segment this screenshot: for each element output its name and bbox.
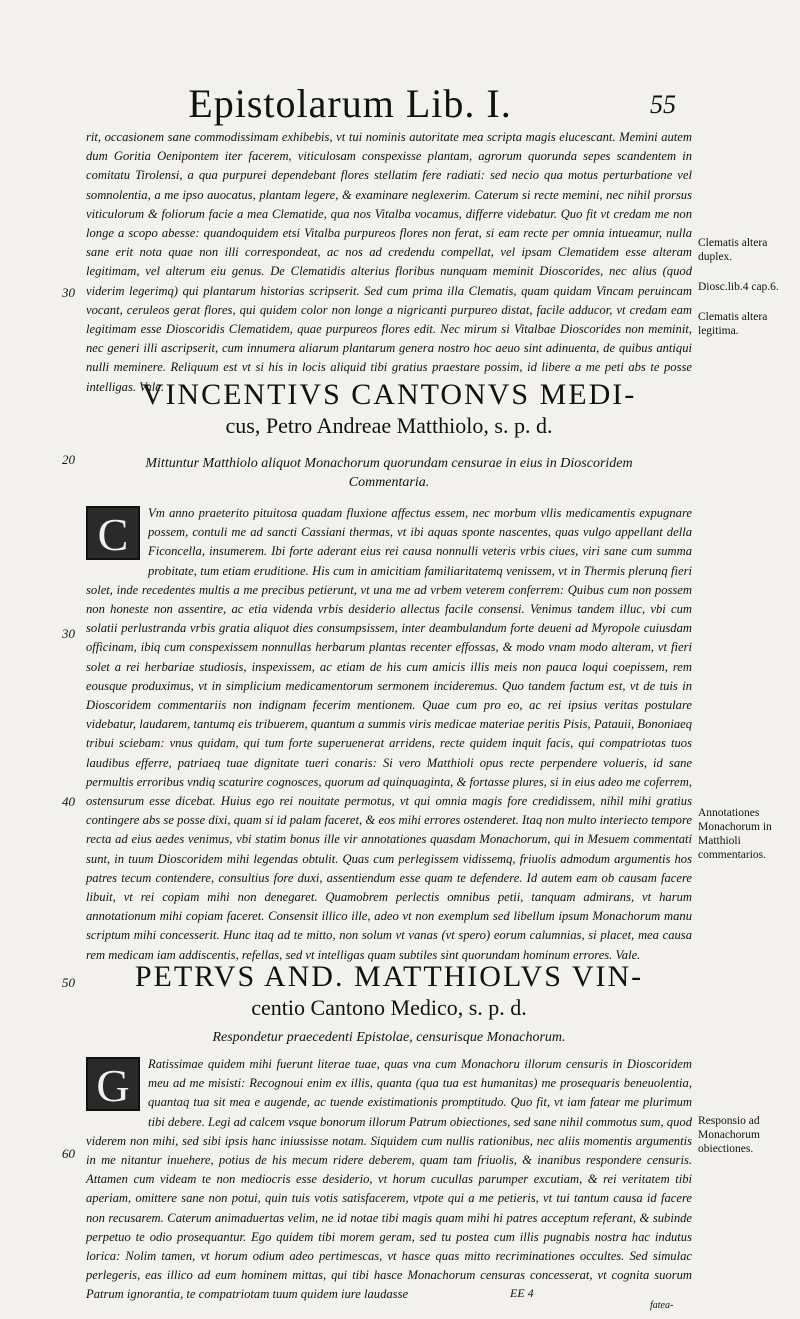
- line-number: 20: [62, 452, 75, 467]
- letter1-body: rit, occasionem sane commodissimam exhibebis, vt tui nominis autoritate mea scripta magis elucescant. Memini autem dum Goritia Oenipontem iter facerem, viticulosam conspexisse plantam, agrorum quorunda sepes scandentem in comitatu Tirolensi, a qua purpurei dependebant flores stellatim fere radiati: sed necio qua motus perturbatione vel somnolentia, a me ipso auocatus, plantam legere, & examinare neglexerim. Caterum si recte memini, nec nihil prorsus viticulorum & foliorum facie a mea Clematide, qua nos Vitalba vocamus, differre videbatur. Quo fit vt credam me non longe a scopo abesse: quandoquidem etsi Vitalba purpureos flores non ferat, si eam recte per omnia intueamur, nulla sane erit nota quae non illi correspondeat, ac nos ad credendu compellat, vel ipsam Clematidem esse alteram legitimam, vel alterum eiu genus. De Clematidis alterius floribus nunquam meminit Dioscorides, nec alius (quod viderim legerimq) qui plantarum historias scripserit. Sed cum prima illa Clematis, quam quidam Vincam peruincam vocant, ceruleos gerat flores, qui quidem color non longe a nigricanti purpureo distat, facile adducor, vt credam eam legitimam esse Dioscoridis Clematidem, quae purpureos flores edit. Nec mirum si Vitalbae Dioscorides non meminit, nec generi illi ascripserit, cum innumera aliarum plantarum genera nostro hoc aeuo sint adinuenta, de quibus antiqui nulli meminere. Reliquum est vt si his in locis aliquid tibi gratius praestare possim, id libere a me peti abs te posse intelligas. Vale.: [86, 130, 692, 394]
- line-number: 40: [62, 794, 75, 809]
- margin-note: Annotationes Monachorum in Matthioli commentarios.: [698, 807, 772, 861]
- letter3-heading-line1: PETRVS AND. MATTHIOLVS VIN-: [134, 960, 644, 993]
- line-number: 30: [62, 285, 75, 300]
- margin-note: Responsio ad Monachorum obiectiones.: [698, 1115, 760, 1155]
- page-number: 55: [650, 90, 676, 119]
- margin-note: Clematis altera duplex.: [698, 237, 768, 263]
- margin-note: Clematis altera legitima.: [698, 311, 768, 337]
- running-head-title: Epistolarum Lib. I.: [188, 81, 512, 126]
- line-number: 60: [62, 1146, 75, 1161]
- catchword: fatea-: [650, 1300, 674, 1311]
- letter3-summary: Respondetur praecedenti Epistolae, censurisque Monachorum.: [212, 1030, 566, 1045]
- line-number: 50: [62, 975, 75, 990]
- letter2-body: Vm anno praeterito pituitosa quadam fluxione affectus essem, nec morbum vllis medicamentis expugnare possem, contuli me ad sancti Cassiani thermas, vt ibi aquas sponte nascentes, quas vulgo appellant della Ficoncella, insumerem. Ibi forte aderant eius rei causa nonnulli veteris vrbis ciues, viri sane cum summa probitate, tum etiam eruditione. His cum in amicitiam familiaritatemq venissem, vt in Thermis plerunq fieri solet, inde recedentes multis a me precibus petierunt, vt una me ad vrbem veterem conferrem: Quibus cum non possem non honeste non assentire, ac etia videnda vrbis desiderio allectus facile consensi. Venimus tandem illuc, vbi cum solatii perlustranda vrbis gratia aliquot dies consumpsissem, inter deambulandum forte deueni ad Myropole cuiusdam officinam, ibiq cum conspexissem nonnullas herbarum plantas recenter effossas, & modo vnam modo alteram, vt fieri solet a rei herbariae studiosis, inspexissem, ac etiam de his cum amicis illis meis non pauca loqui coepissem, rem eousque produximus, vt in simplicium medicamentorum sermonem incideremus. Quo tandem factum est, vt de tuis in Dioscoridem commentariis non indignam fecerim mentionem. Quae cum pro eo, ac rei ipsius veritas postulare videbatur, laudarem, tantumq eis tribuerem, quantum a summis viris medicae materiae peritis Pisis, Patauii, Bononiaeq tribui sciebam: vnus quidam, qui tum forte superuenerat arridens, recte quidem inquit facis, qui compatriotas tuos laudibus efferre, patriaeq tuae dignitate tueri conaris: Si vero Matthioli opus recte perpendere volueris, id sane permultis erroribus vndiq scaturire cognosces, quorum ad quinquaginta, & fortasse plures, si in eius adeo me coferrem, ostensurum esse dicebat. Huius ego rei nouitate permotus, vt qui omnia magis fore credidissem, nihil mihi gratius contingere abs se posse dixi, quam si id palam faceret, & eos mihi errores ostenderet. Itaq non multo interiecto tempore recta ad eius aedes venimus, vbi statim bonus ille vir annotationes quasdam Monachorum, qui in Mesuem commentati sunt, in tuum Dioscoridem mihi legendas obtulit. Quas cum perlegissem vidissemq, friuolis admodum argumentis hos patres tecum contendere, consultius fore duxi, assentiendum esse quam te defendere. Id autem eam ob causam facere libuit, vt rei copiam mihi non denegaret. Quamobrem perlectis omnibus petii, tanquam admirans, vt harum annotationum mihi copiam faceret. Consensit illico ille, adeo vt non exemplum sed libellum ipsum Monachorum manu scriptum mihi concesserit. Hunc itaq ad te mitto, non solum vt vanas (vt spero) eorum calumnias, si placet, mea causa rem medicam iam addiscentis, refellas, sed vt intelligas quam subtiles sint quorundam hominum errores. Vale.: [86, 506, 692, 962]
- letter2-heading-line1: VINCENTIVS CANTONVS MEDI-: [141, 378, 637, 411]
- letter1-section: [86, 128, 692, 397]
- letter3-section: [86, 960, 692, 1305]
- letter3-heading-line2: centio Cantono Medico, s. p. d.: [251, 995, 527, 1020]
- letter2-section: [86, 378, 692, 965]
- letter2-heading-line2: cus, Petro Andreae Matthiolo, s. p. d.: [225, 413, 553, 438]
- letter2-drop-cap: C: [86, 506, 140, 560]
- margin-note: Diosc.lib.4 cap.6.: [698, 281, 779, 293]
- letter3-body: Ratissimae quidem mihi fuerunt literae tuae, quas vna cum Monachoru illorum censuris in Dioscoridem meu ad me misisti: Recognoui enim ex illis, quanta (qua tua est humanitas) me prosequaris beneuolentia, quantaq tua sit mea e augende, ac tuende existimationis promptitudo. Quo fit, vt iam fatear me plurimum tibi debere. Legi ad calcem vsque bonorum illorum Patrum obiectiones, sed sane nihil commotus sum, quod viderem non mihi, sed sibi ipsis hanc iniussisse notam. Siquidem cum nullis rationibus, nec aliis momentis argumentis in me nitantur inuehere, potius de his mecum ridere deberem, quam tam friuolis, & inanibus respondere censuris. Attamen cum videam te non mediocris esse desiderio, vt horum cucullas parumper excutiam, & rei veritatem tibi aperiam, omittere sane non potui, quin tuis votis satisfacerem, vtpote qui a me petieris, vt tui tantum causa id facere non recusarem. Caterum animaduertas velim, ne id notae tibi magis quam mihi hi patres acceptum referant, & subinde perpetuo te odio prosequantur. Ego quidem tibi morem geram, sed tu postea cum illis pugnabis nostra hac indutus lorica: Nolim tamen, vt horum odium adeo pertimescas, vt hasce quas mitto recriminationes occultes. Sed simulac perlegeris, eas illico ad eum hominem mittas, qui tibi hasce Monachorum censuras concesserat, vt cognita suorum Patrum ignorantia, te compatriotam tuum quidem iure laudasse: [86, 1057, 692, 1302]
- line-number: 30: [62, 626, 75, 641]
- letter3-drop-cap: G: [86, 1057, 140, 1111]
- letter2-summary: Mittuntur Matthiolo aliquot Monachorum quorundam censurae in eius in Dioscoridem Commentaria.: [145, 456, 633, 490]
- signature-mark: EE 4: [510, 1286, 534, 1300]
